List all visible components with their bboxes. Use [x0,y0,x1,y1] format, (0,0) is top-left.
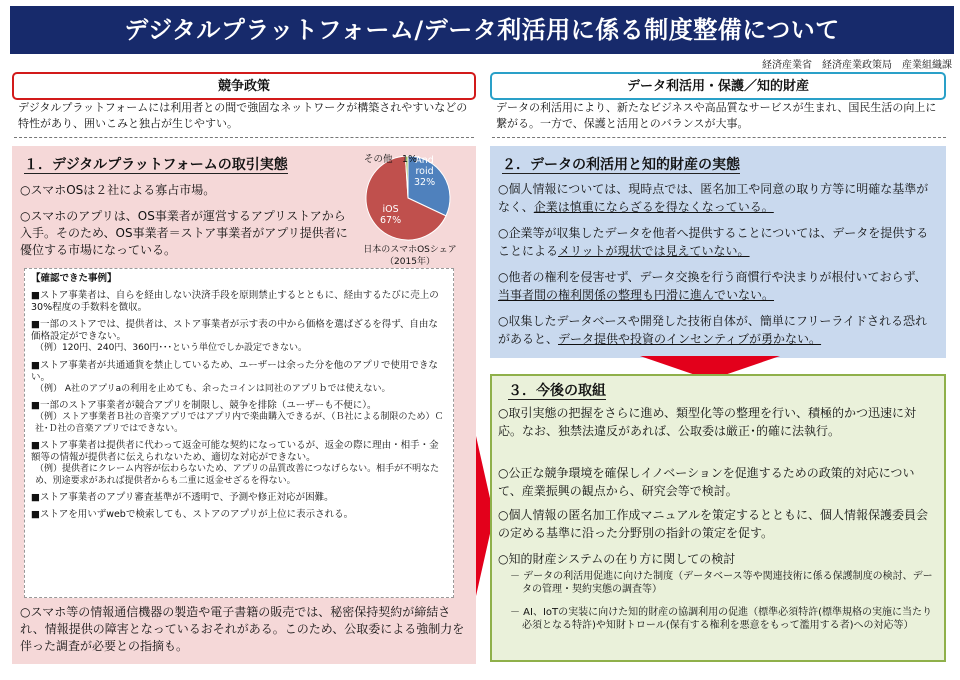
section2-point1-emphasis: 企業は慎重にならざるを得なくなっている。 [533,200,774,214]
pie-label-other-text: その他 1% [364,154,418,165]
case-item [31,492,447,504]
case-text: ■一部のストア事業者が競合アプリを制限し、競争を排除（ユーザーも不便に）。 [31,400,377,411]
cases-title: 【確認できた事例】 [31,273,117,284]
case-text: ■ストア事業者が共通通貨を禁止しているため、ユーザーは余った分を他のアプリで使用できない。 [31,359,438,383]
section3-subpoint-ai-iot: － AI、IoTの実装に向けた知的財産の協調利用の促進（標準必須特許(標準規格の実施に当たり必須となる特許)や知財トロール(保有する権利を悪意をもって濫用する者)への対応等） [510,607,933,631]
competition-policy-intro: デジタルプラットフォームには利用者との間で強固なネットワークが構築されやすいなどの特性があり、囲いこみと独占が生じやすい。 [14,100,474,138]
pie-label-ios-name: iOS [382,204,399,215]
case-example: （例） A社のアプリaの利用を止めても、余ったコインは同社のアプリｂでは使えない。 [35,383,391,394]
section2-point-freeride [498,312,938,348]
pie-label-ios [380,204,401,226]
competition-policy-header: 競争政策 [12,72,476,100]
pie-label-other [364,154,417,165]
data-policy-header: データ利活用・保護／知的財産 [490,72,946,100]
section2-point4-emphasis: データ提供や投資のインセンティブが勇かない。 [558,332,822,346]
case-text: ■ストア事業者は、自らを経由しない決済手段を原則禁止するとともに、経由するたびに売上の30%程度の手数料を徴収。 [31,290,439,313]
pie-chart-title: 日本のスマホOSシェア（2015年） [363,245,457,267]
case-text: ■ストアを用いずwebで検索しても、ストアのアプリが上位に表示される。 [31,509,354,520]
section2-point-personal-info [498,180,938,216]
section1-point-nda: ○スマホ等の情報通信機器の製造や電子書籍の販売では、秘密保持契約が締結され、情報提供の障害となっているおそれがある。このため、公取委による強制力を伴った調査が必要との指摘も。 [20,605,465,653]
pie-label-android-name: And roid [415,155,434,177]
case-text: ■ストア事業者は提供者に代わって返金可能な契約になっているが、返金の際に理由・相手・金額等の情報が提供者に伝えられないため、適切な対応ができない。 [31,440,439,463]
case-text: ■一部のストアでは、提供者は、ストア事業者が示す表の中から価格を選ばざるを得ず、自由な価格設定ができない。 [31,319,438,342]
pie-label-android-value: 32% [414,177,436,188]
section2-point3-emphasis: 当事者間の権利関係の整理も円滑に進んでいない。 [498,288,775,302]
os-share-chart [344,150,474,272]
case-example: （例）ストア事業者Ｂ社の音楽アプリではアプリ内で楽曲購入できるが、（Ｂ社による制限のため）Ｃ社･Ｄ社の音楽アプリではできない。 [35,412,444,434]
section2-point1-text: ○個人情報については、現時点では、匿名加工や同意の取り方等に明確な基準がなく、 [498,182,929,214]
confirmed-cases-box [24,268,454,598]
case-item [31,319,447,355]
case-item [31,360,447,396]
section3-point-policy: ○公正な競争環境を確保しイノベーションを促進するための政策的対応について、産業振興の観点から、研究会等で検討。 [498,466,915,498]
case-item [31,440,447,487]
organization-label: 経済産業省 経済産業政策局 産業組織課 [762,60,952,71]
section2-point4-text: ○収集したデータベースや開発した技術自体が、簡単にフリーライドされる恐れがあると、 [498,314,928,346]
page-title: デジタルプラットフォーム/データ利活用に係る制度整備について [10,6,954,54]
section2-point-rights [498,268,938,304]
section2-point-data-sharing [498,224,938,260]
case-item [31,509,447,521]
data-policy-intro: データの利活用により、新たなビジネスや高品質なサービスが生まれ、国民生活の向上に繋がる。一方で、保護と活用とのバランスが大事。 [492,100,946,138]
section3-point-anonymization: ○個人情報の匿名加工作成マニュアルを策定するとともに、個人情報保護委員会の定める基準に沿った分野別の指針の策定を促す。 [498,508,928,540]
section3-title: ３．今後の取組 [508,383,606,399]
case-item [31,290,447,314]
section1-title: １．デジタルプラットフォームの取引実態 [24,157,288,173]
case-example: （例）提供者にクレーム内容が伝わらないため、アプリの品質改善につなげらない。相手が不明なため、別途要求があれば提供者からも二重に返金せざるを得ない。 [35,464,440,486]
case-item [31,400,447,435]
pie-label-android [414,155,435,188]
case-example: （例）120円、240円、360円･･･という単位でしか設定できない。 [35,343,308,353]
section3-subpoint-data-utilization: － データの利活用促進に向けた制度（データベース等や関連技術に係る保護制度の検討、データの管理・契約実態の調査等） [510,571,933,595]
section3-point-ip-system: ○知的財産システムの在り方に関しての検討 [498,552,736,566]
section2-title: ２．データの利活用と知的財産の実態 [502,157,740,173]
section1-point-apps: ○スマホのアプリは、OS事業者が運営するアプリストアから入手。そのため、OS事業者＝ストア事業者がアプリ提供者に優位する市場になっている。 [20,209,348,257]
case-text: ■ストア事業者のアプリ審査基準が不透明で、予測や修正対応が困難。 [31,492,334,503]
section3-point-investigation: ○取引実態の把握をさらに進め、類型化等の整理を行い、積極的かつ迅速に対応。なお、独禁法違反があれば、公取委は厳正･的確に法執行。 [498,406,916,438]
section2-point2-emphasis: メリットが現状では見えていない。 [558,244,750,258]
section2-point2-text: ○企業等が収集したデータを他者へ提供することについては、データを提供することによる [498,226,929,258]
section2-point3-text: ○他者の権利を侵害せず、データ交換を行う商慣行や決まりが根付いておらず、 [498,270,927,284]
section1-point-os: ○スマホOSは２社による寡占市場。 [20,183,216,197]
pie-label-ios-value: 67% [380,215,402,226]
